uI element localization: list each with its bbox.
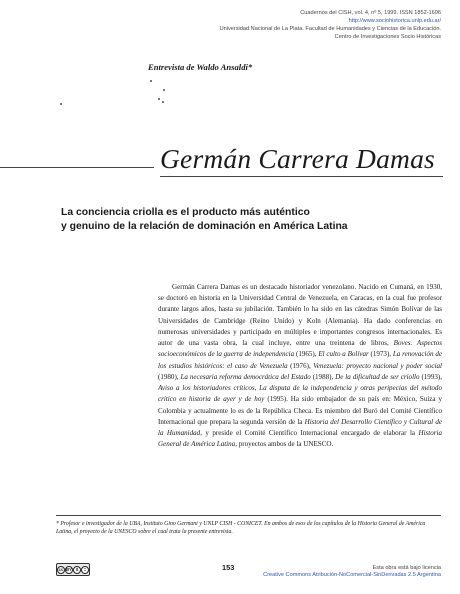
cc-icon: cc (58, 567, 64, 572)
book-title: Boves. Aspectos socioeconómicos de la guerra de independencia (158, 339, 442, 359)
book-year: (1976), (290, 361, 311, 370)
scan-speck (60, 103, 62, 105)
footnote: * Profesor e investigador de la UBA, Instituto Gino Germani y UNLP CISH - CONICET. En ambos de esos de los capítulos de la Historia General de América Latina, el proyecto de la UNESCO sobre el cual trata la presente entrevista. (56, 521, 426, 536)
book-title: El culto a Bolívar (318, 350, 369, 359)
nc-icon: $ (73, 566, 81, 574)
paragraph-text: , proyectos ambos de la UNESCO. (235, 440, 334, 449)
book-title: Aviso a los historiadores críticos (158, 384, 255, 393)
header-url-link[interactable]: http://www.sociohistorica.unlp.edu.ar/ (348, 18, 441, 24)
header-institution: Universidad Nacional de La Plata. Facultad de Humanidades y Ciencias de la Educación. (219, 26, 441, 32)
intro-paragraph: Germán Carrera Damas es un destacado historiador venezolano. Nacido en Cumaná, en 1930, se doctoró en historia en la Universidad Central de Venezuela, en Caracas, en la cual fue profesor durante largos años, hasta su jubilación. También lo ha sido en las cátedras Simón Bolívar de las Universidades de Cambridge (Reino Unido) y Koln (Alemania). Ha dado conferencias en numerosas universidades y participado en múltiples e importantes congresos internacionales. Es autor de una vasta obra, la cual incluye, entre una treintena de libros, Boves. Aspectos socioeconómicos de la guerra de independencia (1965), El culto a Bolívar (1973), La renovación de los estudios históricos: el caso de Venezuela (1976), Venezuela: proyecto nacional y poder social (1980), La necesaria reforma democrática del Estado (1988), De la dificultad de ser criollo (1993), Aviso a los historiadores críticos, La disputa de la independencia y otras peripecias del método crítico en historia de ayer y de hoy (1995). Ha sido embajador de su país en: México, Suiza y Colombia y actualmente lo es de la República Checa. Es miembro del Buró del Comité Científico Internacional que prepara la segunda versión de la Historia del Desarrollo Científico y Cultural de la Humanidad, y preside el Comité Científico Internacional encargado de elaborar la Historia General de América Latina, proyectos ambos de la UNESCO. (158, 283, 443, 449)
nd-icon: = (81, 566, 89, 574)
footnote-rule (56, 515, 441, 516)
book-year: (1988), (312, 372, 334, 381)
scan-speck (158, 98, 160, 100)
book-title: La renovación de los estudios históricos: el caso de Venezuela (158, 350, 442, 370)
scan-speck (163, 89, 165, 91)
book-year: (1973), (370, 350, 392, 359)
license-line-1: Esta obra está bajo licencia (372, 565, 441, 571)
article-subtitle (61, 206, 441, 234)
interview-byline: Entrevista de Waldo Ansaldi* (148, 62, 253, 72)
scan-speck (162, 101, 164, 103)
paragraph-text: (1995). Ha sido embajador de su país en: México, Suiza y Colombia y actualmente lo es de la República Checa. Es miembro del Buró del Comité Científico Internacional que prepara la segunda versión de la (158, 395, 442, 426)
creative-commons-badge[interactable] (56, 563, 90, 576)
scan-speck (150, 80, 152, 82)
subtitle-line-1: La conciencia criolla es el producto más auténtico (61, 207, 310, 218)
book-year: (1980), (158, 372, 179, 381)
paragraph-text: , y preside el Comité Científico Internacional encargado de elaborar la (200, 429, 416, 438)
subtitle-line-2: y genuino de la relación de dominación en América Latina (61, 220, 348, 232)
header-citation: Cuadernos del CISH, vol. 4, nº 5, 1999. ISSN 1852-1606 (300, 10, 441, 16)
book-title: La disputa de la independencia y otras peripecias del método crítico en historia de ayer y de hoy (158, 384, 442, 404)
by-icon: BY (66, 567, 72, 572)
book-title: De la dificultad de ser criollo (335, 372, 420, 381)
title-rule-left (0, 167, 154, 168)
header-center: Centro de Investigaciones Socio Históricas (334, 34, 441, 40)
book-title: Historia del Desarrollo Científico y Cultural de la Humanidad (158, 417, 442, 438)
book-title: Venezuela: proyecto nacional y poder social (313, 361, 443, 370)
title-rule-under (160, 176, 443, 177)
article-title: Germán Carrera Damas (160, 143, 435, 174)
book-title: Historia General de América Latina (158, 429, 442, 449)
license-link-text[interactable]: Creative Commons Atribución-NoComercial-SinDerivadas 2.5 Argentina (263, 572, 441, 579)
page-number: 153 (222, 563, 235, 572)
header-url[interactable] (349, 18, 441, 25)
book-year: (1993), (421, 372, 442, 381)
book-title: La necesaria reforma democrática del Estado (180, 372, 311, 381)
license-link[interactable] (263, 572, 441, 579)
book-year: (1965), (295, 350, 317, 359)
paragraph-text: Germán Carrera Damas es un destacado historiador venezolano. Nacido en Cumaná, en 1930, se doctoró en historia en la Universidad Central de Venezuela, en Caracas, en la cual fue profesor durante largos años, hasta su jubilación. También lo ha sido en las cátedras Simón Bolívar de las Universidades de Cambridge (Reino Unido) y Koln (Alemania). Ha dado conferencias en numerosas universidades y participado en múltiples e importantes congresos internacionales. Es autor de una vasta obra, la cual incluye, entre una treintena de libros, (158, 283, 442, 348)
license-notice (263, 565, 441, 579)
